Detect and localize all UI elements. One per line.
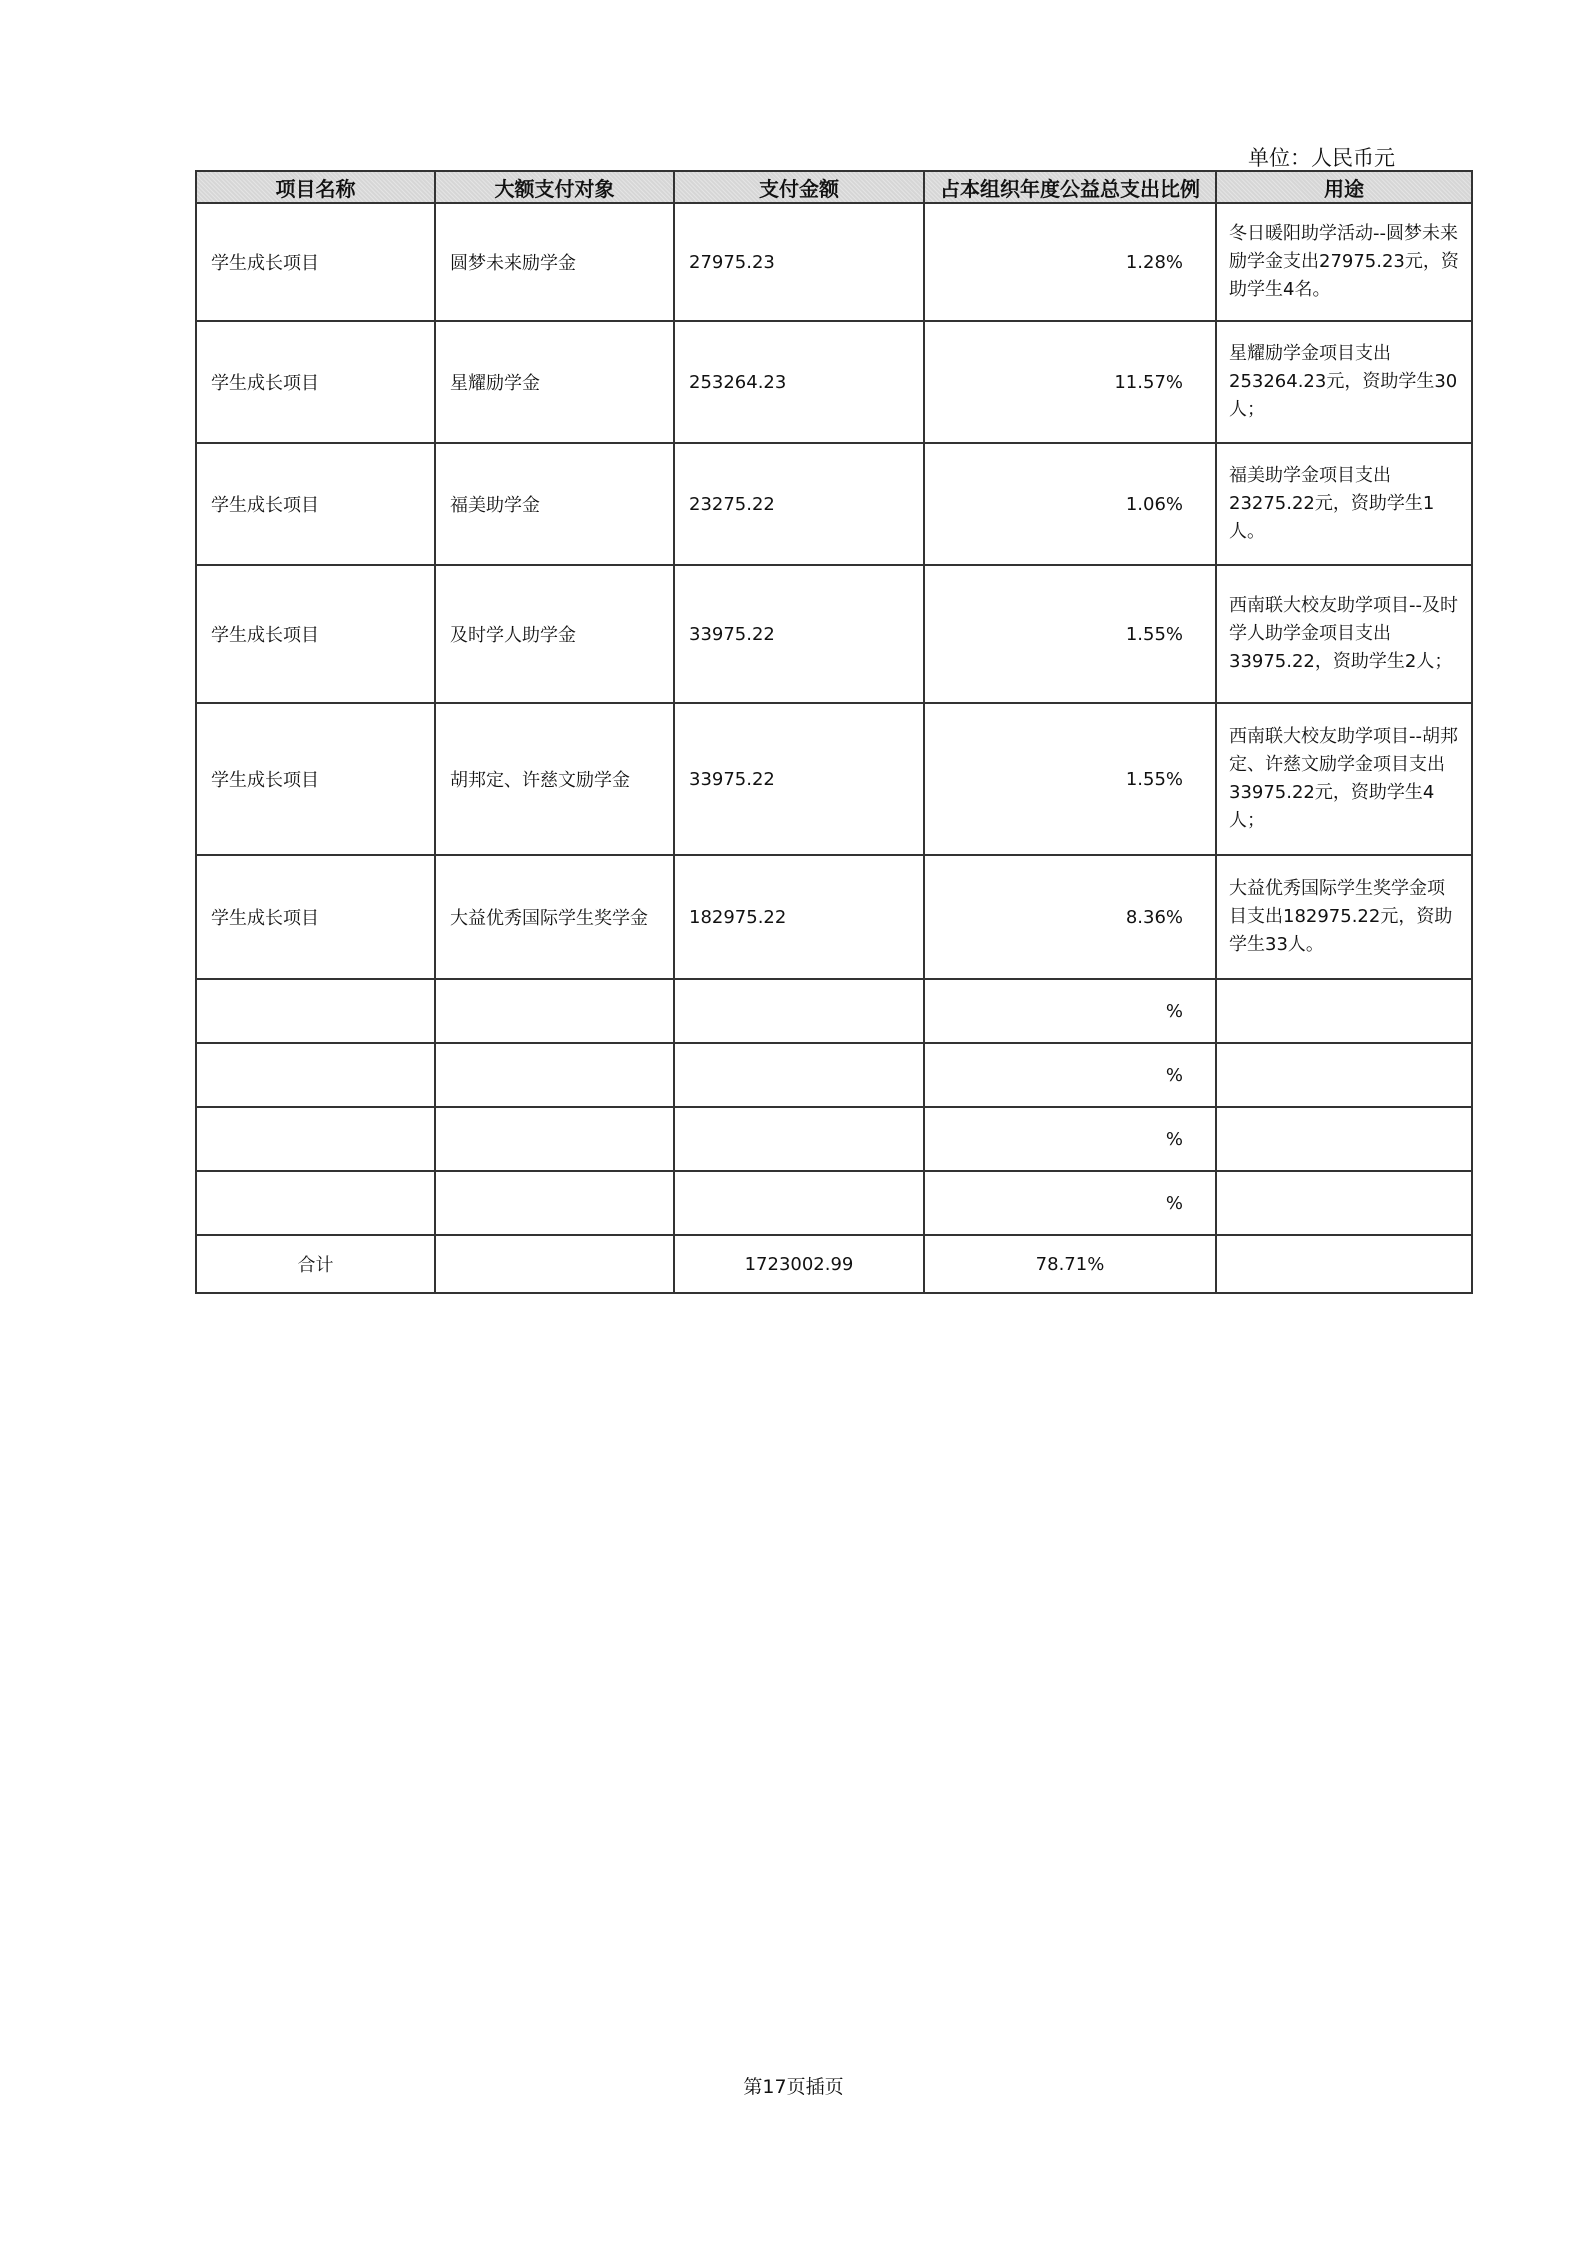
table-row — [196, 703, 1472, 855]
cell-expense-ratio: 1.06% — [924, 443, 1216, 565]
cell-project-name: 学生成长项目 — [196, 321, 435, 443]
expenditure-table — [195, 170, 1473, 1294]
cell-payment-amount: 27975.23 — [674, 203, 924, 321]
cell-payment-target: 胡邦定、许慈文励学金 — [435, 703, 674, 855]
cell-payment-amount: 33975.22 — [674, 703, 924, 855]
cell-empty — [196, 1107, 435, 1171]
cell-payment-target: 大益优秀国际学生奖学金 — [435, 855, 674, 979]
empty-row — [196, 1171, 1472, 1235]
cell-expense-ratio: % — [924, 1171, 1216, 1235]
cell-expense-ratio: % — [924, 979, 1216, 1043]
cell-empty — [196, 1171, 435, 1235]
cell-payment-target: 星耀励学金 — [435, 321, 674, 443]
cell-usage: 星耀励学金项目支出253264.23元，资助学生30人； — [1216, 321, 1472, 443]
cell-expense-ratio: % — [924, 1043, 1216, 1107]
cell-payment-amount: 33975.22 — [674, 565, 924, 703]
cell-expense-ratio: % — [924, 1107, 1216, 1171]
cell-expense-ratio: 1.55% — [924, 565, 1216, 703]
table-header-row — [196, 171, 1472, 203]
cell-empty — [674, 1043, 924, 1107]
table-row — [196, 855, 1472, 979]
cell-payment-target: 福美助学金 — [435, 443, 674, 565]
empty-row — [196, 979, 1472, 1043]
header-project-name: 项目名称 — [196, 171, 435, 203]
cell-expense-ratio: 1.28% — [924, 203, 1216, 321]
cell-empty — [435, 1107, 674, 1171]
cell-project-name: 学生成长项目 — [196, 855, 435, 979]
page-footer: 第17页插页 — [743, 2076, 844, 2098]
cell-empty — [196, 1043, 435, 1107]
cell-payment-amount: 23275.22 — [674, 443, 924, 565]
cell-usage: 西南联大校友助学项目--胡邦定、许慈文励学金项目支出33975.22元，资助学生4人； — [1216, 703, 1472, 855]
cell-empty — [435, 1043, 674, 1107]
header-usage: 用途 — [1216, 171, 1472, 203]
cell-empty — [1216, 979, 1472, 1043]
cell-project-name: 学生成长项目 — [196, 443, 435, 565]
cell-usage: 西南联大校友助学项目--及时学人助学金项目支出33975.22，资助学生2人； — [1216, 565, 1472, 703]
header-payment-target: 大额支付对象 — [435, 171, 674, 203]
cell-empty — [1216, 1107, 1472, 1171]
cell-empty — [435, 1171, 674, 1235]
cell-project-name: 学生成长项目 — [196, 203, 435, 321]
cell-empty — [674, 979, 924, 1043]
cell-empty — [435, 1235, 674, 1293]
cell-expense-ratio: 11.57% — [924, 321, 1216, 443]
cell-usage: 福美助学金项目支出23275.22元，资助学生1人。 — [1216, 443, 1472, 565]
cell-payment-amount: 182975.22 — [674, 855, 924, 979]
cell-expense-ratio: 8.36% — [924, 855, 1216, 979]
cell-payment-target: 圆梦未来励学金 — [435, 203, 674, 321]
cell-usage: 冬日暖阳助学活动--圆梦未来励学金支出27975.23元，资助学生4名。 — [1216, 203, 1472, 321]
table-row — [196, 565, 1472, 703]
cell-payment-amount: 253264.23 — [674, 321, 924, 443]
cell-usage: 大益优秀国际学生奖学金项目支出182975.22元，资助学生33人。 — [1216, 855, 1472, 979]
cell-empty — [1216, 1043, 1472, 1107]
empty-row — [196, 1107, 1472, 1171]
cell-project-name: 学生成长项目 — [196, 565, 435, 703]
table-row — [196, 203, 1472, 321]
unit-label: 单位：人民币元 — [1248, 146, 1395, 170]
cell-empty — [1216, 1171, 1472, 1235]
total-row — [196, 1235, 1472, 1293]
cell-empty — [1216, 1235, 1472, 1293]
total-amount: 1723002.99 — [674, 1235, 924, 1293]
empty-row — [196, 1043, 1472, 1107]
cell-empty — [196, 979, 435, 1043]
cell-empty — [435, 979, 674, 1043]
header-payment-amount: 支付金额 — [674, 171, 924, 203]
expenditure-table-container — [195, 170, 1471, 1294]
cell-empty — [674, 1107, 924, 1171]
cell-expense-ratio: 1.55% — [924, 703, 1216, 855]
total-label: 合计 — [196, 1235, 435, 1293]
cell-empty — [674, 1171, 924, 1235]
table-row — [196, 321, 1472, 443]
header-expense-ratio: 占本组织年度公益总支出比例 — [924, 171, 1216, 203]
table-row — [196, 443, 1472, 565]
cell-project-name: 学生成长项目 — [196, 703, 435, 855]
total-ratio: 78.71% — [924, 1235, 1216, 1293]
cell-payment-target: 及时学人助学金 — [435, 565, 674, 703]
